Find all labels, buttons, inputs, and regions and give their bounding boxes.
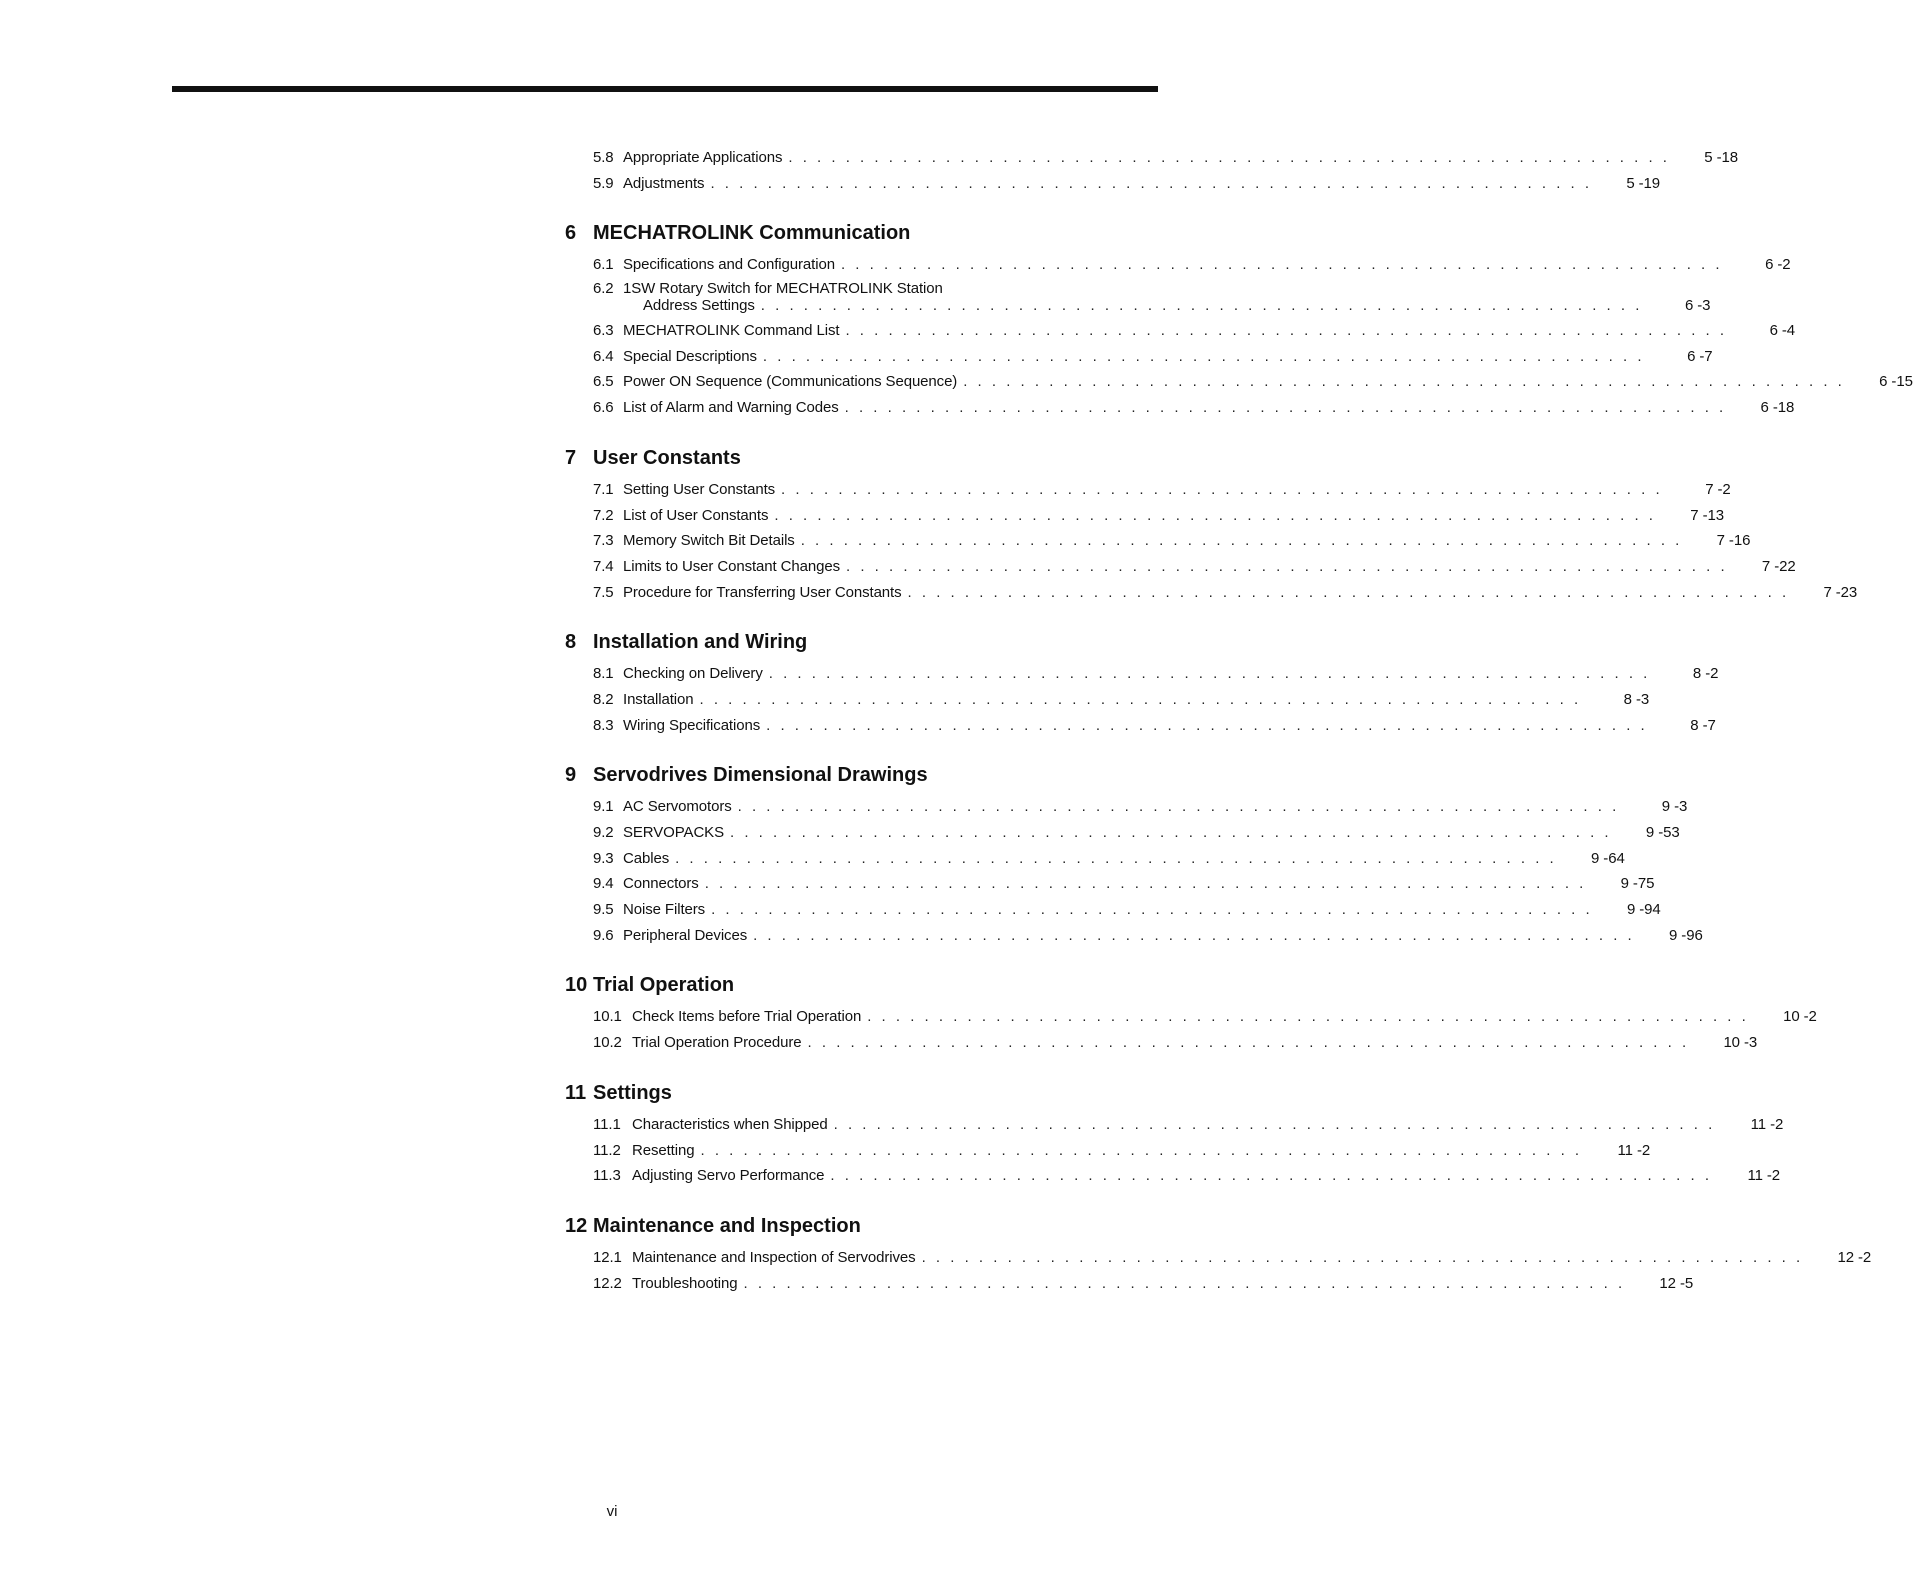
dot-leader: . . . . . . . . . . . . . . . . . . . . . . . . . . . . . . . . . . . . . . . . . . . . . . . . . . . . . . . . . . . . . . — [737, 798, 1620, 816]
chapter-heading[interactable] — [565, 444, 1135, 472]
toc-entry[interactable] — [565, 318, 1796, 344]
toc-entry[interactable] — [565, 1138, 1651, 1164]
toc-entry[interactable] — [565, 528, 1751, 554]
page-reference: 7 -16 — [1716, 532, 1751, 550]
section-title: Check Items before Trial Operation — [632, 1008, 862, 1026]
page-reference: 12 -2 — [1837, 1248, 1872, 1266]
dot-leader: . . . . . . . . . . . . . . . . . . . . . . . . . . . . . . . . . . . . . . . . . . . . . . . . . . . . . . . . . . . . . . — [700, 1141, 1583, 1159]
section-title: Resetting — [632, 1141, 695, 1159]
section-number: 6.6 — [593, 399, 614, 417]
section-title: List of User Constants — [623, 506, 769, 524]
chapter-number: 8 — [565, 631, 577, 654]
page-reference: 8 -2 — [1692, 665, 1719, 683]
chapter-title: Installation and Wiring — [593, 631, 808, 654]
dot-leader: . . . . . . . . . . . . . . . . . . . . . . . . . . . . . . . . . . . . . . . . . . . . . . . . . . . . . . . . . . . . . . — [800, 532, 1683, 550]
toc-entry[interactable] — [565, 554, 1796, 580]
toc-entry[interactable] — [565, 1030, 1758, 1056]
toc-entry[interactable] — [565, 713, 1716, 739]
dot-leader: . . . . . . . . . . . . . . . . . . . . . . . . . . . . . . . . . . . . . . . . . . . . . . . . . . . . . . . . . . . . . . — [675, 849, 1557, 867]
page-number: vi — [606, 1503, 618, 1520]
section-title: Noise Filters — [623, 901, 706, 919]
page-reference: 6 -4 — [1769, 322, 1796, 340]
page-reference: 7 -2 — [1705, 480, 1731, 498]
page-reference: 6 -18 — [1760, 399, 1795, 417]
dot-leader: . . . . . . . . . . . . . . . . . . . . . . . . . . . . . . . . . . . . . . . . . . . . . . . . . . . . . . . . . . . . . . — [963, 373, 1845, 391]
dot-leader: . . . . . . . . . . . . . . . . . . . . . . . . . . . . . . . . . . . . . . . . . . . . . . . . . . . . . . . . . . . . . . — [743, 1274, 1626, 1292]
toc-entry[interactable] — [565, 794, 1688, 820]
page-reference: 11 -2 — [1747, 1167, 1781, 1185]
toc-entry[interactable] — [565, 1112, 1784, 1138]
section-number: 8.1 — [593, 665, 614, 683]
chapter-title: Maintenance and Inspection — [593, 1214, 861, 1237]
page-reference: 10 -3 — [1723, 1034, 1758, 1052]
dot-leader: . . . . . . . . . . . . . . . . . . . . . . . . . . . . . . . . . . . . . . . . . . . . . . . . . . . . . . . . . . . . . . — [921, 1248, 1804, 1266]
section-number: 9.5 — [593, 901, 614, 919]
dot-leader: . . . . . . . . . . . . . . . . . . . . . . . . . . . . . . . . . . . . . . . . . . . . . . . . . . . . . . . . . . . . . . — [840, 256, 1723, 274]
dot-leader: . . . . . . . . . . . . . . . . . . . . . . . . . . . . . . . . . . . . . . . . . . . . . . . . . . . . . . . . . . . . . . — [807, 1034, 1690, 1052]
page-reference: 8 -7 — [1690, 716, 1716, 734]
section-title: Troubleshooting — [632, 1274, 738, 1292]
page-reference: 6 -7 — [1687, 347, 1713, 365]
chapter-heading[interactable] — [565, 628, 1135, 656]
toc-entry[interactable] — [565, 661, 1719, 687]
toc-entry[interactable] — [565, 369, 1913, 395]
section-number: 7.5 — [593, 583, 614, 601]
section-number: 10.1 — [593, 1008, 622, 1026]
dot-leader: . . . . . . . . . . . . . . . . . . . . . . . . . . . . . . . . . . . . . . . . . . . . . . . . . . . . . . . . . . . . . . — [753, 926, 1635, 944]
page-reference: 9 -64 — [1591, 849, 1625, 867]
section-title: List of Alarm and Warning Codes — [623, 399, 839, 417]
chapter-title: Settings — [593, 1081, 672, 1104]
chapter-heading[interactable] — [565, 219, 1135, 247]
chapter-heading[interactable] — [565, 1079, 1135, 1107]
page-reference: 5 -19 — [1626, 174, 1661, 192]
toc-entry[interactable] — [565, 820, 1680, 846]
section-number: 6.2 — [593, 280, 614, 298]
chapter-title: Trial Operation — [593, 974, 735, 997]
section-title: Cables — [623, 849, 670, 867]
toc-entry[interactable] — [565, 395, 1795, 421]
chapter-title: MECHATROLINK Communication — [593, 222, 911, 245]
page-reference: 5 -18 — [1704, 149, 1738, 166]
section-title: Appropriate Applications — [623, 149, 783, 166]
section-title: Installation — [623, 690, 694, 708]
page-reference: 6 -2 — [1765, 256, 1791, 274]
dot-leader: . . . . . . . . . . . . . . . . . . . . . . . . . . . . . . . . . . . . . . . . . . . . . . . . . . . . . . . . . . . . . . — [729, 824, 1612, 841]
section-number: 8.3 — [593, 716, 614, 734]
page-reference: 11 -2 — [1617, 1141, 1651, 1159]
section-title: Trial Operation Procedure — [632, 1034, 802, 1052]
page-reference: 6 -3 — [1684, 297, 1711, 315]
section-title: Limits to User Constant Changes — [623, 557, 841, 575]
toc-entry[interactable] — [565, 1163, 1781, 1189]
toc-entry[interactable] — [565, 171, 1661, 197]
dot-leader: . . . . . . . . . . . . . . . . . . . . . . . . . . . . . . . . . . . . . . . . . . . . . . . . . . . . . . . . . . . . . . — [710, 174, 1593, 192]
section-number: 5.8 — [593, 149, 614, 166]
section-number: 6.4 — [593, 347, 614, 365]
section-title: Peripheral Devices — [623, 926, 748, 944]
chapter-number: 11 — [565, 1081, 587, 1104]
section-title: Adjustments — [623, 174, 705, 192]
toc-entry[interactable] — [565, 923, 1703, 949]
toc-entry[interactable] — [565, 846, 1625, 872]
section-title-continued: Address Settings — [643, 297, 755, 315]
section-number: 6.3 — [593, 322, 614, 340]
dot-leader: . . . . . . . . . . . . . . . . . . . . . . . . . . . . . . . . . . . . . . . . . . . . . . . . . . . . . . . . . . . . . . — [845, 322, 1728, 340]
section-title: Memory Switch Bit Details — [623, 532, 795, 550]
section-title: Checking on Delivery — [623, 665, 763, 683]
page-reference: 11 -2 — [1750, 1115, 1784, 1133]
toc-entry[interactable] — [565, 1245, 1872, 1271]
section-number: 7.1 — [593, 480, 614, 498]
page-reference: 6 -15 — [1879, 373, 1913, 391]
section-title: Connectors — [623, 875, 699, 893]
chapter-heading[interactable] — [565, 761, 1135, 789]
table-of-contents — [565, 145, 1913, 1296]
page-reference: 9 -53 — [1645, 824, 1680, 841]
toc-entry[interactable] — [565, 477, 1731, 503]
page-reference: 9 -94 — [1626, 901, 1661, 919]
section-number: 9.6 — [593, 926, 614, 944]
section-number: 9.4 — [593, 875, 614, 893]
section-title: Wiring Specifications — [623, 716, 761, 734]
section-title: SERVOPACKS — [623, 824, 724, 841]
page-reference: 9 -96 — [1669, 926, 1703, 944]
section-number: 11.2 — [593, 1141, 621, 1159]
dot-leader: . . . . . . . . . . . . . . . . . . . . . . . . . . . . . . . . . . . . . . . . . . . . . . . . . . . . . . . . . . . . . . — [766, 716, 1648, 734]
page-reference: 9 -75 — [1620, 875, 1655, 893]
dot-leader: . . . . . . . . . . . . . . . . . . . . . . . . . . . . . . . . . . . . . . . . . . . . . . . . . . . . . . . . . . . . . . — [704, 875, 1587, 893]
section-number: 12.2 — [593, 1274, 622, 1292]
section-title: Power ON Sequence (Communications Sequence) — [623, 373, 958, 391]
section-title: Characteristics when Shipped — [632, 1115, 828, 1133]
toc-entry[interactable] — [565, 1004, 1817, 1030]
section-title: MECHATROLINK Command List — [623, 322, 840, 340]
chapter-heading[interactable] — [565, 971, 1135, 999]
chapter-number: 6 — [565, 222, 577, 245]
dot-leader: . . . . . . . . . . . . . . . . . . . . . . . . . . . . . . . . . . . . . . . . . . . . . . . . . . . . . . . . . . . . . . — [846, 557, 1728, 575]
toc-entry[interactable] — [565, 580, 1858, 606]
chapter-title: Servodrives Dimensional Drawings — [593, 764, 928, 787]
chapter-number: 12 — [565, 1214, 588, 1237]
section-number: 8.2 — [593, 690, 614, 708]
section-number: 6.1 — [593, 256, 614, 274]
dot-leader: . . . . . . . . . . . . . . . . . . . . . . . . . . . . . . . . . . . . . . . . . . . . . . . . . . . . . . . . . . . . . . — [699, 690, 1582, 708]
section-number: 9.3 — [593, 849, 614, 867]
page-reference: 7 -13 — [1690, 506, 1724, 524]
section-number: 11.1 — [593, 1115, 621, 1133]
section-number: 12.1 — [593, 1248, 622, 1266]
dot-leader: . . . . . . . . . . . . . . . . . . . . . . . . . . . . . . . . . . . . . . . . . . . . . . . . . . . . . . . . . . . . . . — [762, 347, 1645, 365]
chapter-number: 10 — [565, 974, 588, 997]
page-reference: 9 -3 — [1661, 798, 1688, 816]
section-number: 9.2 — [593, 824, 614, 841]
section-number: 9.1 — [593, 798, 614, 816]
page-reference: 7 -23 — [1823, 583, 1858, 601]
dot-leader: . . . . . . . . . . . . . . . . . . . . . . . . . . . . . . . . . . . . . . . . . . . . . . . . . . . . . . . . . . . . . . — [768, 665, 1651, 683]
dot-leader: . . . . . . . . . . . . . . . . . . . . . . . . . . . . . . . . . . . . . . . . . . . . . . . . . . . . . . . . . . . . . . — [844, 399, 1727, 417]
toc-entry[interactable] — [565, 503, 1724, 529]
chapter-number: 7 — [565, 446, 577, 469]
section-number: 10.2 — [593, 1034, 622, 1052]
toc-entry[interactable] — [565, 871, 1655, 897]
section-title: Setting User Constants — [623, 480, 776, 498]
toc-entry[interactable] — [565, 687, 1650, 713]
section-number: 6.5 — [593, 373, 614, 391]
dot-leader: . . . . . . . . . . . . . . . . . . . . . . . . . . . . . . . . . . . . . . . . . . . . . . . . . . . . . . . . . . . . . . — [711, 901, 1593, 919]
dot-leader: . . . . . . . . . . . . . . . . . . . . . . . . . . . . . . . . . . . . . . . . . . . . . . . . . . . . . . . . . . . . . . — [907, 583, 1790, 601]
dot-leader: . . . . . . . . . . . . . . . . . . . . . . . . . . . . . . . . . . . . . . . . . . . . . . . . . . . . . . . . . . . . . . — [781, 480, 1663, 498]
dot-leader: . . . . . . . . . . . . . . . . . . . . . . . . . . . . . . . . . . . . . . . . . . . . . . . . . . . . . . . . . . . . . . — [867, 1008, 1749, 1026]
section-title: Adjusting Servo Performance — [632, 1167, 825, 1185]
dot-leader: . . . . . . . . . . . . . . . . . . . . . . . . . . . . . . . . . . . . . . . . . . . . . . . . . . . . . . . . . . . . . . — [788, 149, 1670, 166]
section-title: Maintenance and Inspection of Servodrives — [632, 1248, 916, 1266]
section-number: 7.4 — [593, 557, 614, 575]
section-title: AC Servomotors — [623, 798, 732, 816]
section-number: 7.2 — [593, 506, 614, 524]
page-reference: 12 -5 — [1659, 1274, 1694, 1292]
page-reference: 7 -22 — [1761, 557, 1796, 575]
header-rule — [172, 86, 1158, 92]
section-title: Specifications and Configuration — [623, 256, 835, 274]
dot-leader: . . . . . . . . . . . . . . . . . . . . . . . . . . . . . . . . . . . . . . . . . . . . . . . . . . . . . . . . . . . . . . — [774, 506, 1656, 524]
page-reference: 8 -3 — [1623, 690, 1650, 708]
toc-entry[interactable] — [565, 280, 1711, 315]
chapter-heading[interactable] — [565, 1212, 1135, 1240]
chapter-number: 9 — [565, 764, 577, 787]
page-reference: 10 -2 — [1783, 1008, 1817, 1026]
toc-entry[interactable] — [565, 897, 1661, 923]
dot-leader: . . . . . . . . . . . . . . . . . . . . . . . . . . . . . . . . . . . . . . . . . . . . . . . . . . . . . . . . . . . . . . — [760, 297, 1643, 315]
chapter-title: User Constants — [593, 446, 741, 469]
section-title: Special Descriptions — [623, 347, 757, 365]
toc-entry[interactable] — [565, 145, 1738, 171]
section-number: 11.3 — [593, 1167, 621, 1185]
section-number: 5.9 — [593, 174, 614, 192]
toc-entry[interactable] — [565, 1271, 1694, 1297]
dot-leader: . . . . . . . . . . . . . . . . . . . . . . . . . . . . . . . . . . . . . . . . . . . . . . . . . . . . . . . . . . . . . . — [830, 1167, 1713, 1185]
toc-entry[interactable] — [565, 252, 1791, 278]
section-number: 7.3 — [593, 532, 614, 550]
dot-leader: . . . . . . . . . . . . . . . . . . . . . . . . . . . . . . . . . . . . . . . . . . . . . . . . . . . . . . . . . . . . . . — [833, 1115, 1716, 1133]
section-title: Procedure for Transferring User Constants — [623, 583, 902, 601]
toc-entry[interactable] — [565, 344, 1713, 370]
section-title: 1SW Rotary Switch for MECHATROLINK Station — [623, 280, 943, 298]
